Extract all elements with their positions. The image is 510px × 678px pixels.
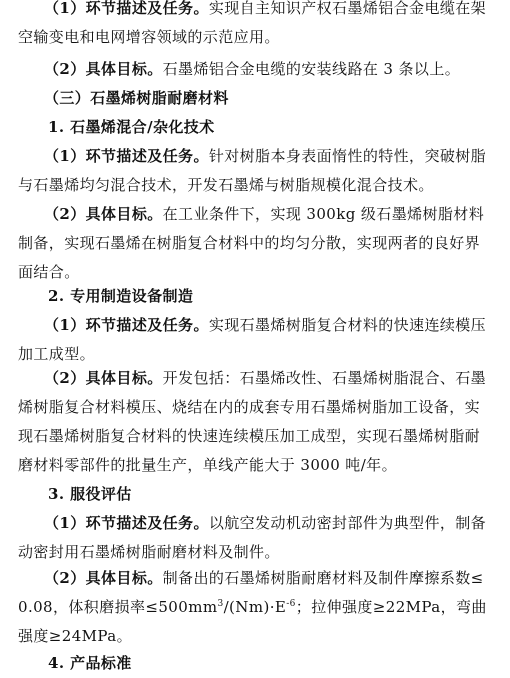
subsection-heading: 3. 服役评估 <box>48 485 132 503</box>
subsection-heading: 2. 专用制造设备制造 <box>48 287 194 305</box>
paragraph-text: ；拉伸强度≥22MPa，弯曲强度≥24MPa。 <box>18 598 487 645</box>
paragraph-equipment-task <box>18 311 494 369</box>
paragraph-lead: （2）具体目标。 <box>44 60 163 78</box>
paragraph-mixing-task <box>18 142 494 200</box>
paragraph-lead: （2）具体目标。 <box>44 205 163 223</box>
paragraph-text: 在工业条件下，实现 300kg 级石墨烯树脂材料制备，实现石墨烯在树脂复合材料中的均匀分散，实现两者的良好界面结合。 <box>18 205 485 281</box>
superscript: 3 <box>217 599 224 609</box>
paragraph-text: 针对树脂本身表面惰性的特性，突破树脂与石墨烯均匀混合技术，开发石墨烯与树脂规模化混合技术。 <box>18 147 487 194</box>
paragraph-evaluation-target <box>18 564 494 651</box>
paragraph-text: 以航空发动机动密封部件为典型件，制备动密封用石墨烯树脂耐磨材料及制件。 <box>18 514 487 561</box>
paragraph-text: 实现自主知识产权石墨烯铝合金电缆在架空输变电和电网增容领域的示范应用。 <box>18 0 487 46</box>
paragraph-cable-task <box>18 0 494 52</box>
paragraph-lead: （1）环节描述及任务。 <box>44 0 209 17</box>
paragraph-text: /(Nm)·E <box>223 598 287 616</box>
paragraph-text: 开发包括：石墨烯改性、石墨烯树脂混合、石墨烯树脂复合材料模压、烧结在内的成套专用石墨烯树脂加工设备，实现石墨烯树脂复合材料的快速连续模压加工成型，实现石墨烯树脂耐磨材料零部件的批量生产，单线产能大于 3000 吨/年。 <box>18 369 487 474</box>
paragraph-lead: （2）具体目标。 <box>44 569 163 587</box>
paragraph-lead: （1）环节描述及任务。 <box>44 514 209 532</box>
paragraph-text: 石墨烯铝合金电缆的安装线路在 3 条以上。 <box>162 60 461 78</box>
subsection-heading: 4. 产品标准 <box>48 654 132 672</box>
paragraph-lead: （1）环节描述及任务。 <box>44 147 209 165</box>
superscript: -6 <box>286 599 296 609</box>
paragraph-evaluation-task <box>18 509 494 567</box>
subsection-heading: 1. 石墨烯混合/杂化技术 <box>48 118 215 136</box>
paragraph-cable-target <box>18 55 494 84</box>
paragraph-lead: （2）具体目标。 <box>44 369 163 387</box>
paragraph-text: 实现石墨烯树脂复合材料的快速连续模压加工成型。 <box>18 316 487 363</box>
section-heading: （三）石墨烯树脂耐磨材料 <box>44 89 229 107</box>
paragraph-mixing-target <box>18 200 494 287</box>
paragraph-lead: （1）环节描述及任务。 <box>44 316 209 334</box>
paragraph-equipment-target <box>18 364 494 480</box>
paragraph-text: 制备出的石墨烯树脂耐磨材料及制件摩擦系数≤0.08，体积磨损率≤500mm <box>18 569 484 616</box>
